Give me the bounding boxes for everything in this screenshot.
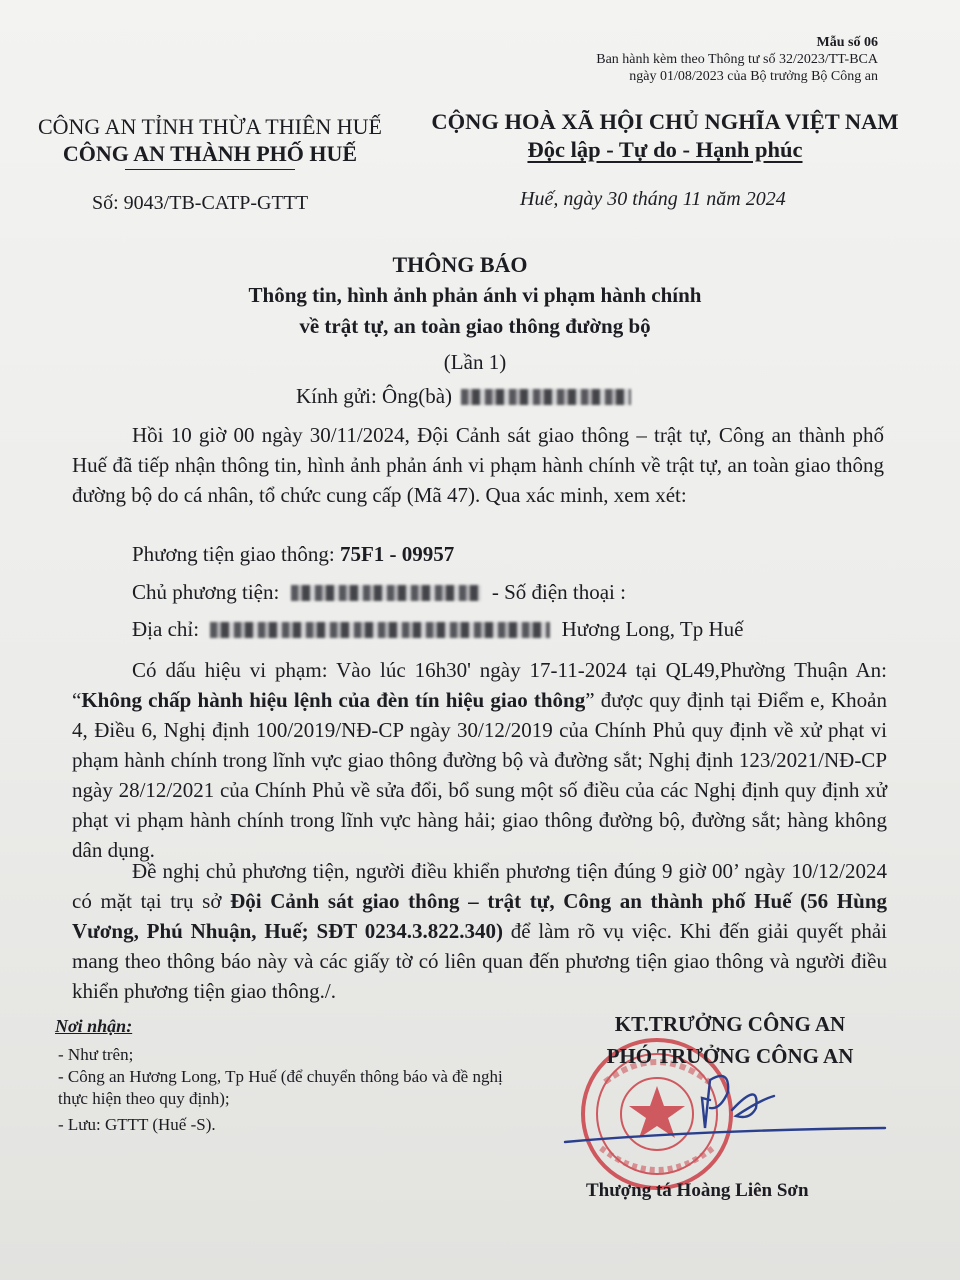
form-issued-line: Ban hành kèm theo Thông tư số 32/2023/TT-BCA: [596, 52, 878, 67]
form-note: [548, 34, 878, 85]
violation-paragraph: [72, 655, 887, 865]
recipient-item: - Như trên;: [58, 1045, 134, 1064]
document-subtitle-1: Thông tin, hình ảnh phản ánh vi phạm hành chính: [248, 283, 702, 307]
handwritten-signature: [560, 1050, 890, 1160]
addressee-line: [296, 384, 631, 409]
national-header: [410, 108, 920, 164]
form-number: Mẫu số 06: [816, 35, 878, 50]
redacted-owner: [291, 585, 481, 601]
redacted-name: [461, 389, 631, 405]
violation-legal-basis: ” được quy định tại Điểm e, Khoản 4, Điều 6, Nghị định 100/2019/NĐ-CP ngày 30/12/2019 của Chính Phủ quy định về xử phạt vi phạm hành chính trong lĩnh vực giao thông đường bộ và đường sắt; Nghị định 123/2021/NĐ-CP ngày 28/12/2021 của Chính Phủ về sửa đổi, bổ sung một số điều của các Nghị định quy định xử phạt vi phạm hành chính trong lĩnh vực hàng hải; giao thông đường bộ, đường sắt; hàng không dân dụng.: [72, 688, 887, 862]
vehicle-label: Phương tiện giao thông:: [132, 542, 340, 566]
address-line: [132, 617, 743, 642]
address-tail: Hương Long, Tp Huế: [561, 617, 744, 641]
request-office: Đội Cảnh sát giao thông – trật tự, Công an thành phố Huế (56 Hùng Vương, Phú Nhuận, Huế; SĐT 0234.3.822.340): [72, 889, 888, 943]
signature-title-2: PHÓ TRƯỞNG CÔNG AN: [606, 1044, 854, 1068]
owner-label: Chủ phương tiện:: [132, 580, 280, 604]
intro-paragraph: Hồi 10 giờ 00 ngày 30/11/2024, Đội Cảnh sát giao thông – trật tự, Công an thành phố Huế đã tiếp nhận thông tin, hình ảnh phản ánh vi phạm hành chính về trật tự, an toàn giao thông đường bộ do cá nhân, tổ chức cung cấp (Mã 47). Qua xác minh, xem xét:: [72, 423, 884, 507]
place-date: Huế, ngày 30 tháng 11 năm 2024: [520, 188, 786, 210]
request-intro: Đề nghị chủ phương tiện, người điều khiển phương tiện đúng 9 giờ 00’ ngày 10/12/2024 có mặt tại trụ sở: [72, 859, 887, 913]
agency-underline: [125, 169, 295, 170]
addressee-label: Kính gửi: Ông(bà): [296, 384, 453, 408]
phone-label: - Số điện thoại :: [491, 580, 626, 604]
agency-parent: CÔNG AN TỈNH THỪA THIÊN HUẾ: [37, 114, 382, 139]
document-title: THÔNG BÁO: [392, 252, 528, 277]
vehicle-line: [132, 542, 454, 567]
form-date-line: ngày 01/08/2023 của Bộ trưởng Bộ Công an: [629, 69, 878, 84]
request-paragraph: [72, 856, 887, 1006]
address-label: Địa chỉ:: [132, 617, 200, 641]
vehicle-plate: 75F1 - 09957: [339, 542, 455, 566]
notice-round: (Lần 1): [443, 350, 507, 374]
document-number: Số: 9043/TB-CATP-GTTT: [92, 192, 309, 214]
recipient-item: - Công an Hương Long, Tp Huế (để chuyển thông báo và đề nghị thực hiện theo quy định);: [58, 1067, 503, 1108]
redacted-address: [210, 622, 550, 638]
recipient-item: - Lưu: GTTT (Huế -S).: [58, 1115, 216, 1134]
recipients-heading: Nơi nhận:: [55, 1016, 133, 1036]
violation-description: Không chấp hành hiệu lệnh của đèn tín hiệu giao thông: [81, 688, 586, 712]
request-instructions: để làm rõ vụ việc. Khi đến giải quyết phải mang theo thông báo này và các giấy tờ có liên quan đến phương tiện giao thông và người điều khiển phương tiện giao thông./.: [72, 919, 887, 1003]
document-subtitle-2: về trật tự, an toàn giao thông đường bộ: [299, 314, 651, 338]
country-name: CỘNG HOÀ XÃ HỘI CHỦ NGHĨA VIỆT NAM: [431, 109, 899, 134]
signature-title-1: KT.TRƯỞNG CÔNG AN: [614, 1012, 846, 1036]
agency-name: CÔNG AN THÀNH PHỐ HUẾ: [62, 141, 358, 166]
signer-name: Thượng tá Hoàng Liên Sơn: [586, 1180, 809, 1201]
agency-header: [20, 113, 400, 170]
owner-line: [132, 580, 626, 605]
violation-intro: Có dấu hiệu vi phạm: Vào lúc 16h30' ngày 17-11-2024 tại QL49,Phường Thuận An: “: [72, 658, 887, 712]
national-motto: Độc lập - Tự do - Hạnh phúc: [527, 137, 803, 162]
